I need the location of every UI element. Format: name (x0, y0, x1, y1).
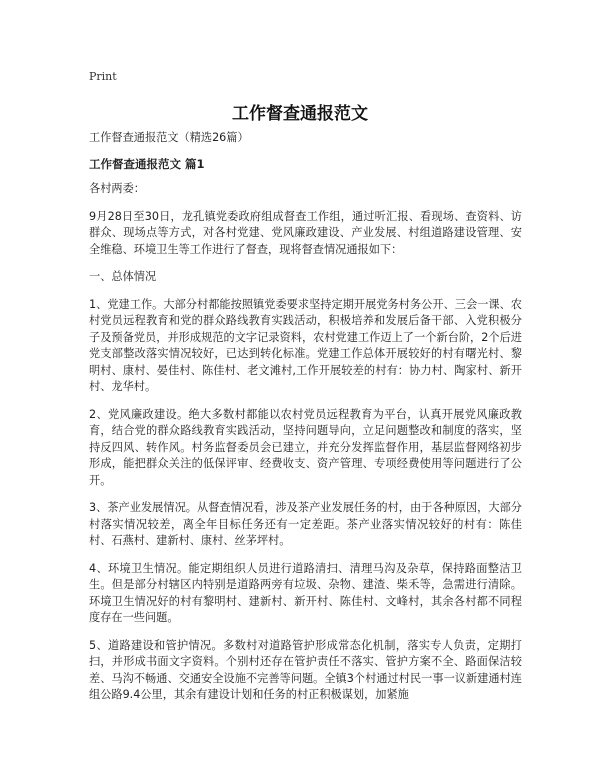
section-heading: 工作督查通报范文 篇1 (89, 156, 205, 171)
item-paragraph: 1、党建工作。大部分村都能按照镇党委要求坚持定期开展党务村务公开、三会一课、农村党员远程教育和党的群众路线教育实践活动，积极培养和发展后备干部、入党积极分子及预备党员，并形成规范的文字记录资料，农村党建工作迈上了一个新台阶，2个后进党支部整改落实情况较好，已达到转化标准。党建工作总体开展较好的村有曙光村、黎明村、康村、晏佳村、陈佳村、老文滩村,工作开展较差的村有：协力村、陶家村、新开村、龙华村。 (89, 297, 522, 393)
document-subtitle: 工作督查通报范文（精选26篇） (89, 131, 249, 144)
part-heading: 一、总体情况 (89, 270, 157, 283)
item-paragraph: 5、道路建设和管护情况。多数村对道路管护形成常态化机制，落实专人负责，定期打扫，并形成书面文字资料。个别村还存在管护责任不落实、管护方案不全、路面保洁较差、马沟不畅通、交通安全设施不完善等问题。全镇3个村通过村民一事一议新建通村连组公路9.4公里，其余有建设计划和任务的村正积极谋划，加紧施 (89, 638, 522, 701)
greeting: 各村两委： (89, 182, 145, 195)
document-body (89, 130, 522, 715)
item-paragraph: 2、党风廉政建设。绝大多数村都能以农村党员远程教育为平台，认真开展党风廉政教育，结合党的群众路线教育实践活动，坚持问题导向，立足问题整改和制度的落实，坚持反四风、转作风。村务监督委员会已建立，并充分发挥监督作用，基层监督网络初步形成，能把群众关注的低保评审、经费收支、资产管理、专项经费使用等问题进行了公开。 (89, 407, 522, 487)
intro-paragraph: 9月28日至30日，龙孔镇党委政府组成督查工作组，通过听汇报、看现场、查资料、访群众、现场点等方式，对各村党建、党风廉政建设、产业发展、村组道路建设管理、安全维稳、环境卫生等工作进行了督查，现将督查情况通报如下： (89, 209, 522, 256)
item-paragraph: 4、环境卫生情况。能定期组织人员进行道路清扫、清理马沟及杂草，保持路面整洁卫生。但是部分村辖区内特别是道路两旁有垃圾、杂物、建渣、柴禾等，急需进行清除。环境卫生情况好的村有黎明村、建新村、新开村、陈佳村、文峰村，其余各村都不同程度存在一些问题。 (89, 561, 522, 624)
document-title: 工作督查通报范文 (232, 104, 368, 124)
item-paragraph: 3、茶产业发展情况。从督查情况看，涉及茶产业发展任务的村，由于各种原因，大部分村落实情况较差，离全年目标任务还有一定差距。茶产业落实情况较好的村有：陈佳村、石燕村、建新村、康村、丝茅坪村。 (89, 501, 522, 547)
print-label: Print (89, 70, 117, 83)
